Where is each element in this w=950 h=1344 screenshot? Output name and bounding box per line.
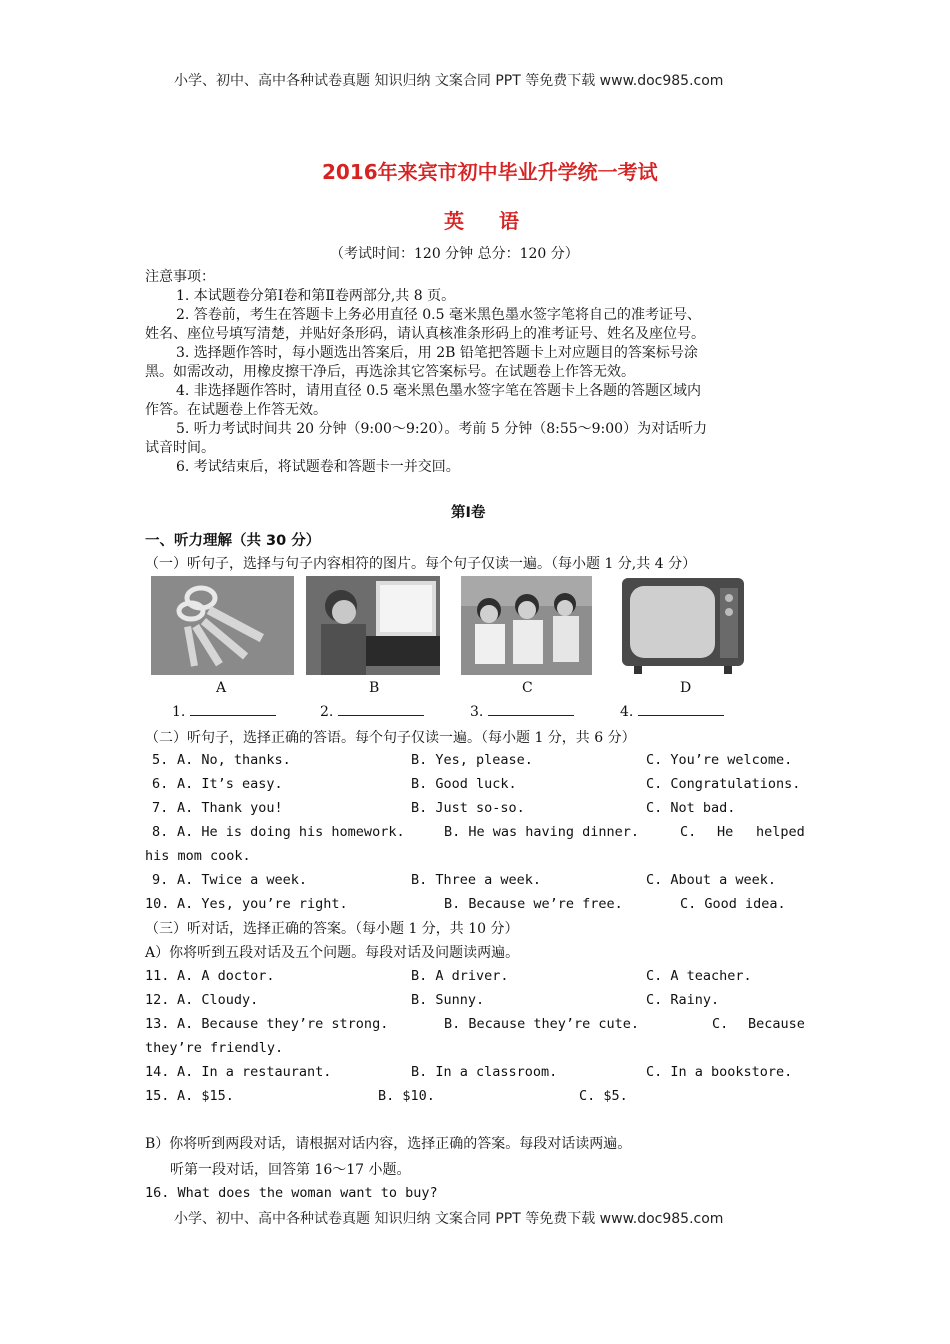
picture-label-c: C — [522, 680, 533, 696]
answer-blank-1 — [172, 703, 276, 720]
section3b-dialog1: 听第一段对话，回答第 16～17 小题。 — [170, 1162, 411, 1178]
answer-blank-4 — [620, 703, 724, 720]
note-line: 黑。如需改动，用橡皮擦干净后，再选涂其它答案标号。在试题卷上作答无效。 — [145, 364, 635, 380]
page-footer: 小学、初中、高中各种试卷真题 知识归纳 文案合同 PPT 等免费下载 www.doc985.com — [174, 1211, 724, 1227]
option-c-continued: his mom cook. — [145, 848, 251, 864]
blank-number: 4. — [620, 704, 634, 720]
exam-subject: 英 语 — [444, 209, 533, 233]
option-b: B. Yes, please. — [411, 752, 533, 768]
question-number: 10. — [145, 896, 170, 912]
picture-tv — [620, 576, 746, 675]
option-c: C. Congratulations. — [646, 776, 801, 792]
option-c-text: He — [717, 824, 734, 840]
option-c: C. — [712, 1016, 729, 1032]
option-a: A. A doctor. — [177, 968, 275, 984]
option-c: C. In a bookstore. — [646, 1064, 793, 1080]
option-a: A. Thank you! — [177, 800, 283, 816]
blank-line — [338, 703, 424, 716]
note-line: 作答。在试题卷上作答无效。 — [145, 402, 327, 418]
exam-info: （考试时间：120 分钟 总分：120 分） — [330, 246, 579, 262]
exam-title: 2016年来宾市初中毕业升学统一考试 — [322, 160, 658, 184]
question-number: 15. — [145, 1088, 170, 1104]
question-number: 7. — [152, 800, 169, 816]
note-line: 3. 选择题作答时，每小题选出答案后，用 2B 铅笔把答题卡上对应题目的答案标号涂 — [176, 345, 698, 361]
option-a: A. He is doing his homework. — [177, 824, 405, 840]
question-16: 16. What does the woman want to buy? — [145, 1185, 438, 1201]
section2-instructions: （二）听句子，选择正确的答语。每个句子仅读一遍。（每小题 1 分，共 6 分） — [145, 730, 636, 746]
option-c: C. Rainy. — [646, 992, 720, 1008]
blank-number: 3. — [470, 704, 484, 720]
option-a: A. Because they’re strong. — [177, 1016, 389, 1032]
option-b: B. Three a week. — [411, 872, 542, 888]
option-c-text: Because — [748, 1016, 805, 1032]
answer-blank-2 — [320, 703, 424, 720]
option-c: C. Not bad. — [646, 800, 736, 816]
option-b: B. Just so-so. — [411, 800, 525, 816]
option-a: A. No, thanks. — [177, 752, 291, 768]
option-b: B. He was having dinner. — [444, 824, 640, 840]
option-b: B. Sunny. — [411, 992, 485, 1008]
option-a: A. In a restaurant. — [177, 1064, 332, 1080]
picture-boy-computer — [306, 576, 440, 675]
blank-number: 2. — [320, 704, 334, 720]
note-line: 姓名、座位号填写清楚，并贴好条形码，请认真核准条形码上的准考证号、姓名及座位号。 — [145, 326, 705, 342]
option-b: B. Because we’re free. — [444, 896, 623, 912]
option-a: A. It’s easy. — [177, 776, 283, 792]
option-c-text: helped — [756, 824, 805, 840]
option-c: C. About a week. — [646, 872, 777, 888]
picture-label-a: A — [216, 680, 227, 696]
answer-blank-3 — [470, 703, 574, 720]
option-b: B. Good luck. — [411, 776, 517, 792]
option-a: A. Yes, you’re right. — [177, 896, 348, 912]
option-c: C. $5. — [579, 1088, 628, 1104]
option-c: C. A teacher. — [646, 968, 752, 984]
question-number: 8. — [152, 824, 169, 840]
picture-keys — [151, 576, 294, 675]
notes-heading: 注意事项： — [145, 269, 215, 285]
option-b: B. In a classroom. — [411, 1064, 558, 1080]
blank-number: 1. — [172, 704, 186, 720]
option-b: B. A driver. — [411, 968, 509, 984]
option-b: B. $10. — [378, 1088, 435, 1104]
question-number: 13. — [145, 1016, 170, 1032]
blank-line — [638, 703, 724, 716]
blank-line — [190, 703, 276, 716]
question-number: 12. — [145, 992, 170, 1008]
note-line: 1. 本试题卷分第Ⅰ卷和第Ⅱ卷两部分,共 8 页。 — [176, 288, 456, 304]
note-line: 6. 考试结束后，将试题卷和答题卡一并交回。 — [176, 459, 460, 475]
question-number: 5. — [152, 752, 169, 768]
option-c-continued: they’re friendly. — [145, 1040, 284, 1056]
question-number: 14. — [145, 1064, 170, 1080]
blank-line — [488, 703, 574, 716]
picture-label-d: D — [680, 680, 692, 696]
option-c: C. — [680, 824, 697, 840]
picture-label-b: B — [369, 680, 380, 696]
question-number: 9. — [152, 872, 169, 888]
page-header: 小学、初中、高中各种试卷真题 知识归纳 文案合同 PPT 等免费下载 www.doc985.com — [174, 73, 724, 89]
note-line: 试音时间。 — [145, 440, 215, 456]
option-b: B. Because they’re cute. — [444, 1016, 640, 1032]
section3a-instructions: A）你将听到五段对话及五个问题。每段对话及问题读两遍。 — [145, 945, 520, 961]
picture-students — [461, 576, 592, 675]
part1-heading: 一、听力理解（共 30 分） — [145, 533, 321, 549]
note-line: 4. 非选择题作答时，请用直径 0.5 毫米黑色墨水签字笔在答题卡上各题的答题区域内 — [176, 383, 701, 399]
section3b-instructions: B）你将听到两段对话，请根据对话内容，选择正确的答案。每段对话读两遍。 — [145, 1136, 632, 1152]
note-line: 2. 答卷前，考生在答题卡上务必用直径 0.5 毫米黑色墨水签字笔将自己的准考证号、 — [176, 307, 701, 323]
option-a: A. $15. — [177, 1088, 234, 1104]
note-line: 5. 听力考试时间共 20 分钟（9:00～9:20）。考前 5 分钟（8:55～9:00）为对话听力 — [176, 421, 708, 437]
option-a: A. Cloudy. — [177, 992, 259, 1008]
option-a: A. Twice a week. — [177, 872, 308, 888]
volume-heading: 第Ⅰ卷 — [451, 505, 486, 521]
section1-instructions: （一）听句子，选择与句子内容相符的图片。每个句子仅读一遍。（每小题 1 分,共 4 分） — [145, 556, 697, 572]
option-c: C. Good idea. — [680, 896, 786, 912]
question-number: 11. — [145, 968, 170, 984]
question-number: 6. — [152, 776, 169, 792]
option-c: C. You’re welcome. — [646, 752, 793, 768]
section3-instructions: （三）听对话，选择正确的答案。（每小题 1 分，共 10 分） — [145, 921, 519, 937]
